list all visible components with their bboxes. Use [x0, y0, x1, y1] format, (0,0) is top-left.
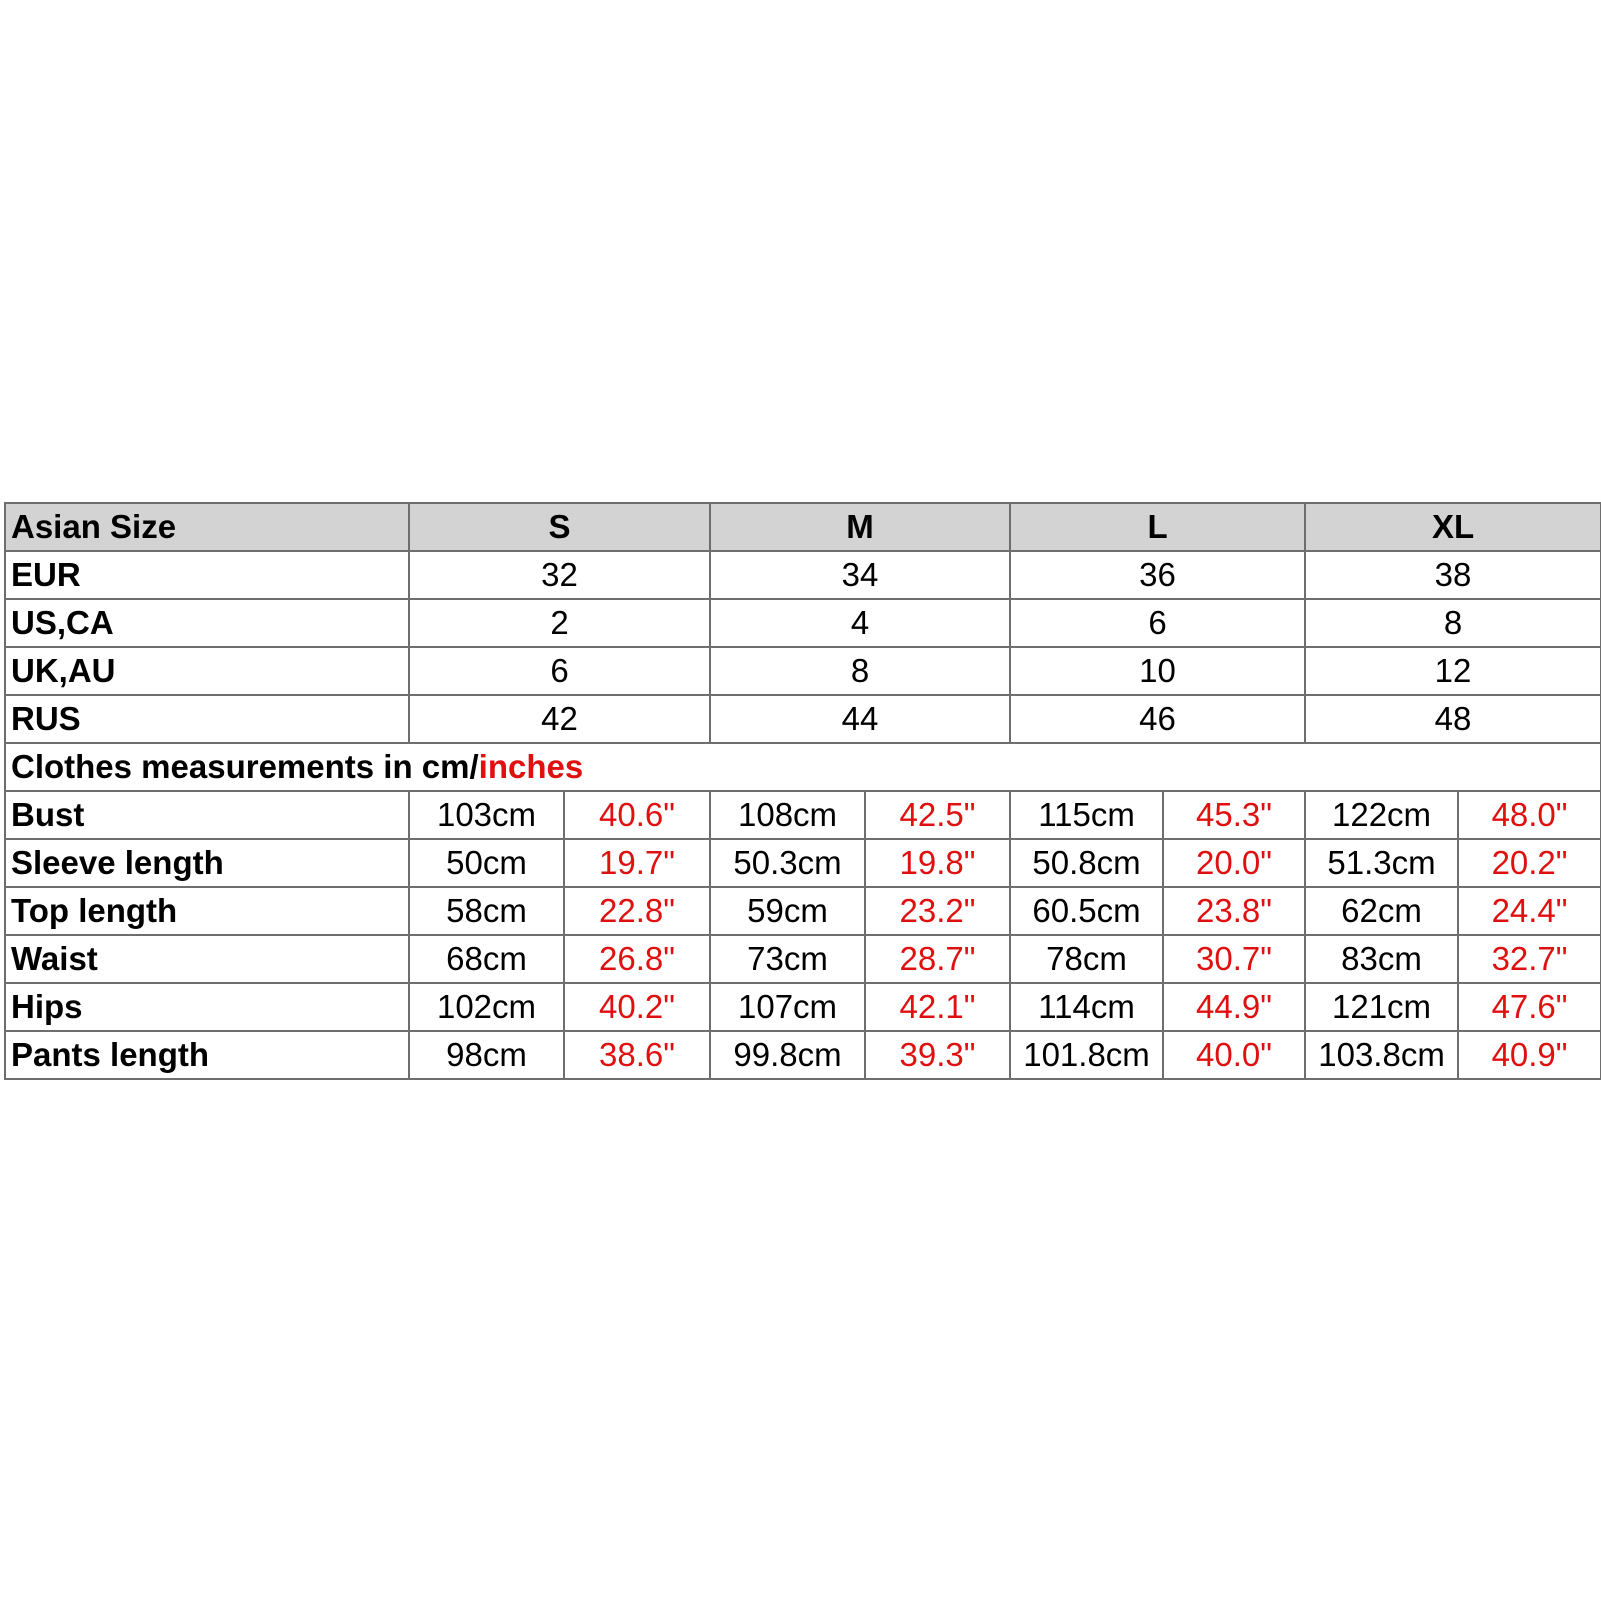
measurement-row-waist — [5, 935, 1601, 983]
inch-value: 40.2" — [564, 983, 710, 1031]
row-label: EUR — [5, 551, 409, 599]
size-value: 44 — [710, 695, 1010, 743]
inch-value: 22.8" — [564, 887, 710, 935]
row-label: Sleeve length — [5, 839, 409, 887]
size-value: 34 — [710, 551, 1010, 599]
size-value: 36 — [1010, 551, 1305, 599]
inch-value: 20.2" — [1458, 839, 1601, 887]
size-value: 10 — [1010, 647, 1305, 695]
inch-value: 39.3" — [865, 1031, 1010, 1079]
measurement-row-sleeve-length — [5, 839, 1601, 887]
section-heading — [5, 743, 1601, 791]
row-label: US,CA — [5, 599, 409, 647]
inch-value: 42.5" — [865, 791, 1010, 839]
size-value: 6 — [1010, 599, 1305, 647]
cm-value: 60.5cm — [1010, 887, 1163, 935]
size-value: 48 — [1305, 695, 1601, 743]
size-value: 2 — [409, 599, 710, 647]
cm-value: 108cm — [710, 791, 865, 839]
cm-value: 103.8cm — [1305, 1031, 1458, 1079]
inch-value: 20.0" — [1163, 839, 1305, 887]
section-highlight: inches — [478, 748, 584, 785]
section-row — [5, 743, 1601, 791]
inch-value: 47.6" — [1458, 983, 1601, 1031]
measurement-row-top-length — [5, 887, 1601, 935]
size-value: 32 — [409, 551, 710, 599]
cm-value: 78cm — [1010, 935, 1163, 983]
inch-value: 28.7" — [865, 935, 1010, 983]
size-value: 38 — [1305, 551, 1601, 599]
cm-value: 115cm — [1010, 791, 1163, 839]
conversion-row-rus — [5, 695, 1601, 743]
cm-value: 103cm — [409, 791, 564, 839]
cm-value: 122cm — [1305, 791, 1458, 839]
row-label: Waist — [5, 935, 409, 983]
inch-value: 30.7" — [1163, 935, 1305, 983]
row-label: UK,AU — [5, 647, 409, 695]
row-label: Hips — [5, 983, 409, 1031]
cm-value: 83cm — [1305, 935, 1458, 983]
inch-value: 40.0" — [1163, 1031, 1305, 1079]
size-value: 8 — [710, 647, 1010, 695]
measurement-row-hips — [5, 983, 1601, 1031]
inch-value: 42.1" — [865, 983, 1010, 1031]
cm-value: 114cm — [1010, 983, 1163, 1031]
inch-value: 48.0" — [1458, 791, 1601, 839]
cm-value: 107cm — [710, 983, 865, 1031]
size-value: 12 — [1305, 647, 1601, 695]
size-value: 4 — [710, 599, 1010, 647]
inch-value: 32.7" — [1458, 935, 1601, 983]
size-value: 46 — [1010, 695, 1305, 743]
size-m-header: M — [710, 503, 1010, 551]
inch-value: 38.6" — [564, 1031, 710, 1079]
size-value: 6 — [409, 647, 710, 695]
cm-value: 68cm — [409, 935, 564, 983]
inch-value: 26.8" — [564, 935, 710, 983]
inch-value: 19.7" — [564, 839, 710, 887]
cm-value: 50.3cm — [710, 839, 865, 887]
cm-value: 102cm — [409, 983, 564, 1031]
conversion-row-eur — [5, 551, 1601, 599]
row-label: Pants length — [5, 1031, 409, 1079]
cm-value: 121cm — [1305, 983, 1458, 1031]
header-row — [5, 503, 1601, 551]
cm-value: 58cm — [409, 887, 564, 935]
size-chart-table — [4, 502, 1601, 1080]
cm-value: 50cm — [409, 839, 564, 887]
size-value: 8 — [1305, 599, 1601, 647]
measurement-row-pants-length — [5, 1031, 1601, 1079]
conversion-row-us-ca — [5, 599, 1601, 647]
cm-value: 62cm — [1305, 887, 1458, 935]
size-value: 42 — [409, 695, 710, 743]
row-label: Bust — [5, 791, 409, 839]
size-s-header: S — [409, 503, 710, 551]
cm-value: 99.8cm — [710, 1031, 865, 1079]
cm-value: 59cm — [710, 887, 865, 935]
inch-value: 45.3" — [1163, 791, 1305, 839]
cm-value: 73cm — [710, 935, 865, 983]
cm-value: 51.3cm — [1305, 839, 1458, 887]
cm-value: 50.8cm — [1010, 839, 1163, 887]
cm-value: 98cm — [409, 1031, 564, 1079]
size-xl-header: XL — [1305, 503, 1601, 551]
row-label: Top length — [5, 887, 409, 935]
inch-value: 44.9" — [1163, 983, 1305, 1031]
header-label: Asian Size — [5, 503, 409, 551]
measurement-row-bust — [5, 791, 1601, 839]
inch-value: 24.4" — [1458, 887, 1601, 935]
inch-value: 23.8" — [1163, 887, 1305, 935]
row-label: RUS — [5, 695, 409, 743]
conversion-row-uk-au — [5, 647, 1601, 695]
inch-value: 23.2" — [865, 887, 1010, 935]
inch-value: 19.8" — [865, 839, 1010, 887]
inch-value: 40.6" — [564, 791, 710, 839]
section-prefix: Clothes measurements in cm/ — [11, 748, 479, 785]
cm-value: 101.8cm — [1010, 1031, 1163, 1079]
inch-value: 40.9" — [1458, 1031, 1601, 1079]
size-l-header: L — [1010, 503, 1305, 551]
